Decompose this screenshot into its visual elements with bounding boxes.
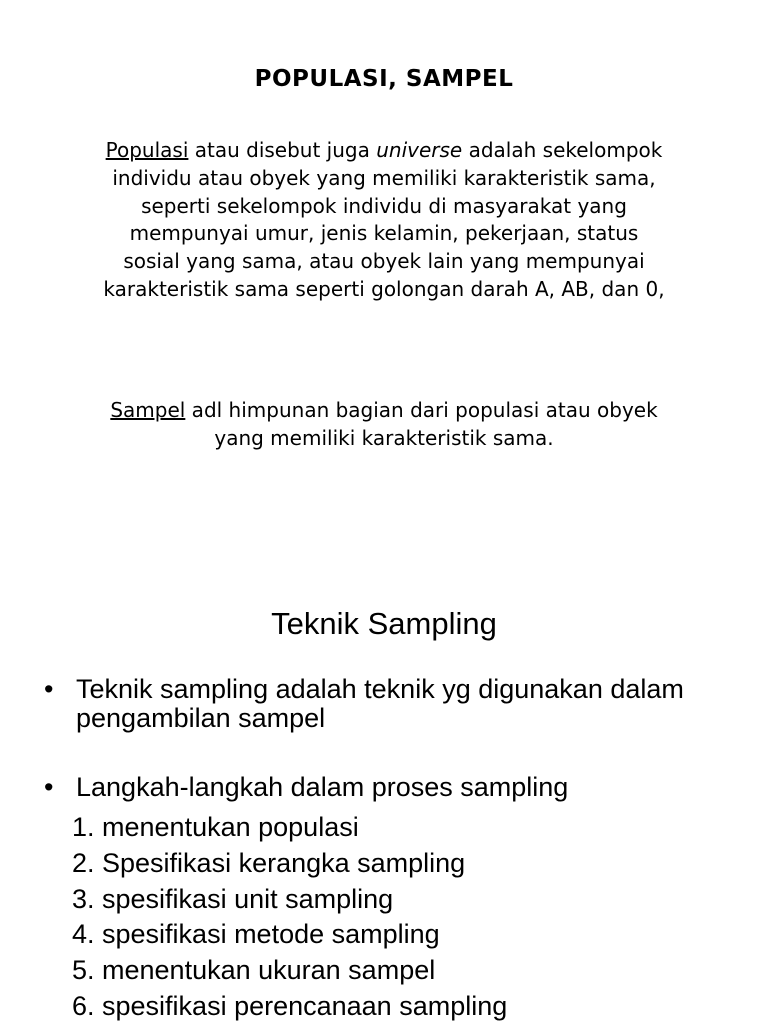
step-item: 2. Spesifikasi kerangka sampling <box>72 847 466 878</box>
populasi-text-a: atau disebut juga <box>188 138 377 162</box>
sampel-text: adl himpunan bagian dari populasi atau obyek yang memiliki karakteristik sama. <box>185 398 658 450</box>
step-item: 1. menentukan populasi <box>72 812 359 842</box>
universe-term: universe <box>376 138 463 162</box>
bullet-text: Teknik sampling adalah teknik yg digunakan dalam pengambilan sampel <box>76 674 684 733</box>
bullet-dot-icon: • <box>44 674 54 704</box>
populasi-text-b: adalah sekelompok individu atau obyek yang memiliki karakteristik sama, seperti sekelompok individu di masyarakat yang mempunyai umur, jenis kelamin, pekerjaan, status sosial yang sama, atau obyek lain yang mempunyai karakteristik sama seperti golongan darah A, AB, dan 0, <box>103 138 665 301</box>
step-item: 4. spesifikasi metode sampling <box>72 919 440 950</box>
sampling-steps-list <box>72 810 507 1025</box>
slide-title: POPULASI, SAMPEL <box>254 66 514 92</box>
slide-teknik-sampling <box>0 520 768 1024</box>
step-item: 5. menentukan ukuran sampel <box>72 955 436 986</box>
bullet-text: Langkah-langkah dalam proses sampling <box>76 772 569 802</box>
bullet-dot-icon: • <box>44 772 54 802</box>
step-item: 3. spesifikasi unit sampling <box>72 883 394 914</box>
sampel-definition <box>100 397 668 453</box>
populasi-term: Populasi <box>105 138 189 162</box>
sampel-term: Sampel <box>110 398 186 422</box>
step-item: 6. spesifikasi perencanaan sampling <box>72 990 508 1021</box>
section-title: Teknik Sampling <box>271 606 497 641</box>
populasi-definition <box>100 137 668 304</box>
